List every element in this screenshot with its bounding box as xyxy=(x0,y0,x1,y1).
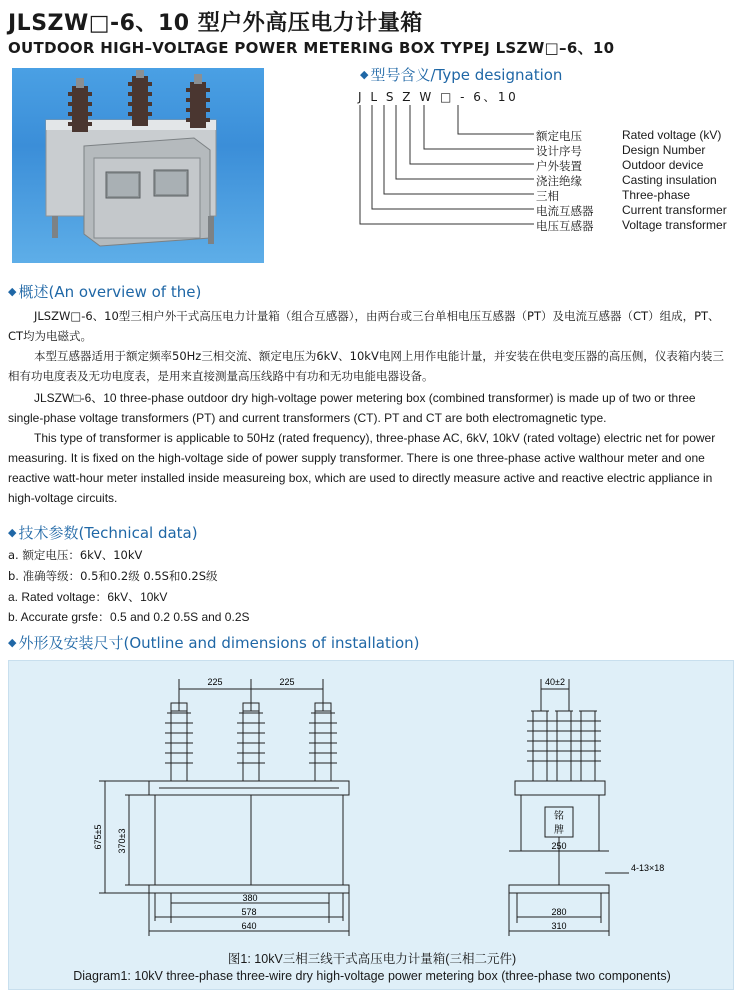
figure-caption-cn: 图1: 10kV三相三线干式高压电力计量箱(三相二元件) xyxy=(227,952,517,966)
type-designation-heading: ◆ 型号含义/Type designation xyxy=(360,66,563,84)
page-title: JLSZW□-6、10 型户外高压电力计量箱 xyxy=(8,11,423,36)
dim-label: 280 xyxy=(551,907,567,917)
nameplate-label: 铭 xyxy=(554,811,564,822)
nameplate-label: 牌 xyxy=(554,825,564,836)
dim-label: 225 xyxy=(279,677,295,687)
designation-item: 电压互感器 Voltage transformer xyxy=(536,218,727,233)
technical-heading: ◆ 技术参数(Technical data) xyxy=(8,524,198,542)
dim-label: 370±3 xyxy=(117,828,127,854)
outline-heading: ◆ 外形及安装尺寸(Outline and dimensions of installation) xyxy=(8,634,420,652)
designation-item: 三相 Three-phase xyxy=(536,188,691,203)
tech-line: b. Accurate grsfe：0.5 and 0.2 0.5S and 0.2S xyxy=(8,610,250,624)
dim-label: 4-13×18 xyxy=(631,863,665,873)
dim-label: 225 xyxy=(207,677,223,687)
dim-label: 578 xyxy=(241,907,257,917)
dim-label: 675±5 xyxy=(93,824,103,850)
designation-item: 设计序号 Design Number xyxy=(536,143,706,158)
dim-label: 310 xyxy=(551,921,567,931)
designation-item: 电流互感器 Current transformer xyxy=(536,203,727,218)
overview-en-p2: This type of transformer is applicable to 50Hz (rated frequency), three-phase AC, 6kV, 10kV (rated voltage) electric net for power measuring. It is fixed on the high-voltage side of power supply transformer. There is one three-phase active walthour meter and one reactive watt-hour meter installed inside measureing box, which are used to directly measure active and reactive electric appliance in high-voltage circuits. xyxy=(8,431,716,505)
overview-en xyxy=(8,388,734,508)
overview-cn-p1: JLSZW□-6、10型三相户外干式高压电力计量箱（组合互感器），由两台或三台单相电压互感器（PT）及电流互感器（CT）组成，PT、CT均为电磁式。 xyxy=(8,309,720,343)
page-subtitle: OUTDOOR HIGH–VOLTAGE POWER METERING BOX TYPEJ LSZW□–6、10 xyxy=(8,39,615,57)
designation-leader-lines xyxy=(350,100,550,240)
figure-caption-en: Diagram1: 10kV three-phase three-wire dry high-voltage power metering box (three-phase two components) xyxy=(73,969,671,983)
designation-item: 户外装置 Outdoor device xyxy=(536,158,704,173)
designation-item: 额定电压 Rated voltage (kV) xyxy=(536,128,722,143)
tech-line: a. Rated voltage：6kV、10kV xyxy=(8,590,168,604)
overview-cn-p2: 本型互感器适用于额定频率50Hz三相交流、额定电压为6kV、10kV电网上用作电能计量，并安装在供电变压器的高压侧，仪表箱内装三相有功电度表及无功电度表，是用来直接测量高压线路中有功和无功电能电器设备。 xyxy=(8,349,724,383)
dim-label: 380 xyxy=(242,893,258,903)
dim-label: 250 xyxy=(551,841,567,851)
overview-cn xyxy=(8,306,734,386)
outline-drawing xyxy=(8,660,734,990)
dim-label: 40±2 xyxy=(545,677,565,687)
dim-label: 640 xyxy=(241,921,257,931)
overview-en-p1: JLSZW□-6、10 three-phase outdoor dry high-voltage power metering box (combined transformer) is made up of two or three single-phase voltage transformers (PT) and current transformers (CT). PT and CT are both electromagnetic type. xyxy=(8,391,696,425)
model-code: J L S Z W □ - 6、10 xyxy=(358,90,519,104)
product-photo xyxy=(12,68,264,263)
tech-line: a. 额定电压：6kV、10kV xyxy=(8,548,143,562)
overview-heading: ◆ 概述(An overview of the) xyxy=(8,283,202,301)
tech-line: b. 准确等级：0.5和0.2级 0.5S和0.2S级 xyxy=(8,569,218,583)
designation-item: 浇注绝缘 Casting insulation xyxy=(536,173,717,188)
